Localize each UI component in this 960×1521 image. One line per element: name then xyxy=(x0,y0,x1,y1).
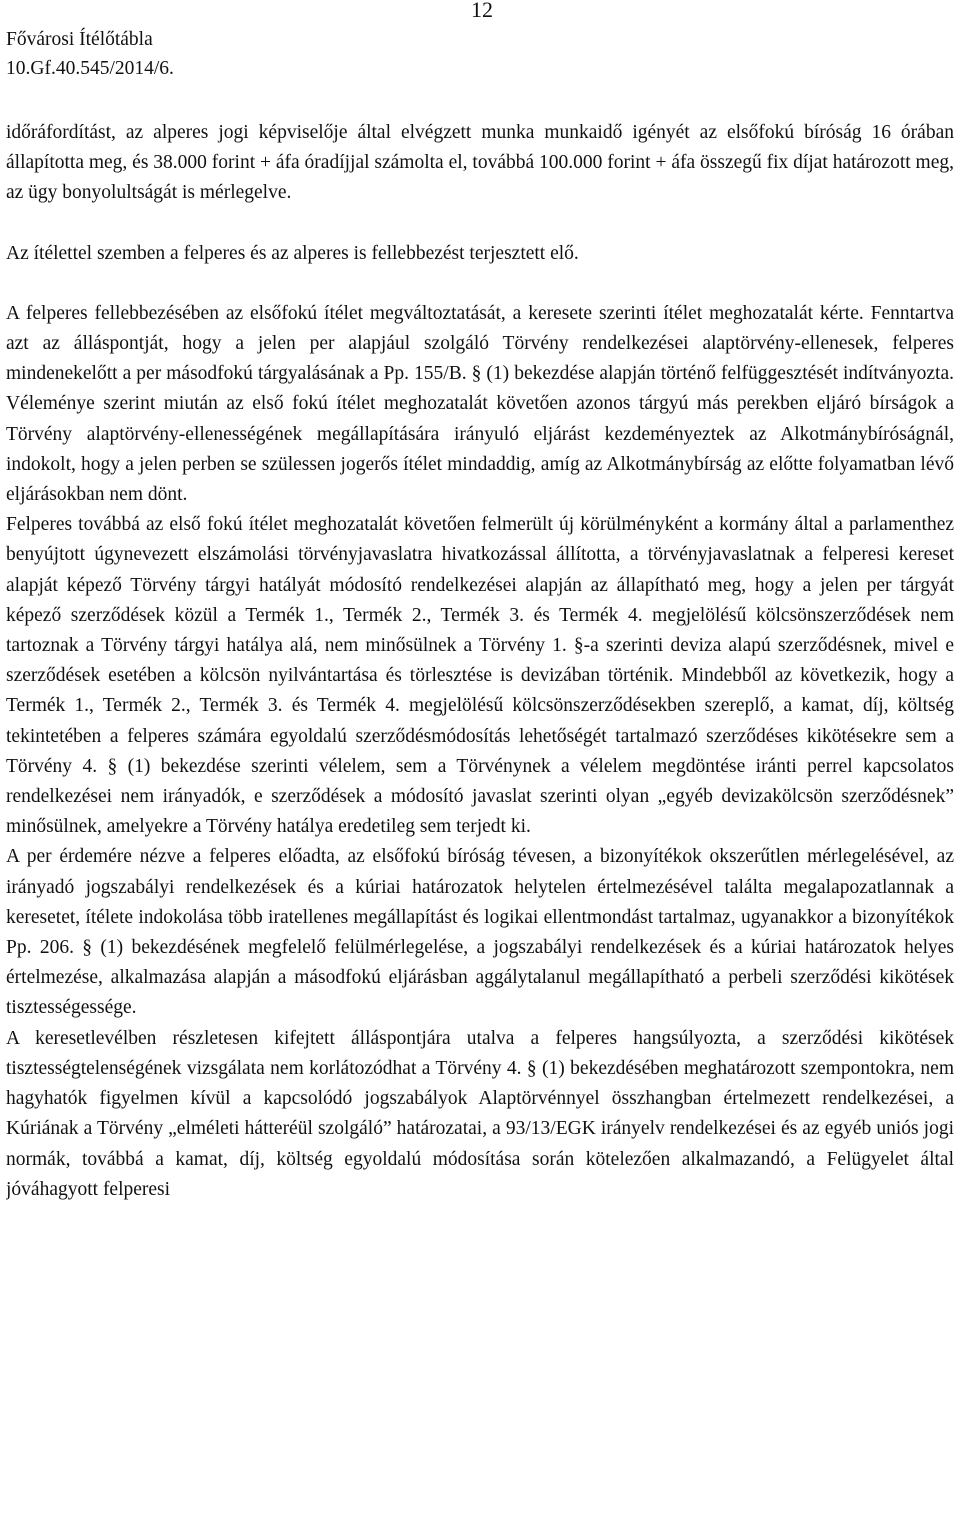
paragraph-4: Felperes továbbá az első fokú ítélet meghozatalát követően felmerült új körülményként a kormány által a parlamenthez benyújtott úgynevezett elszámolási törvényjavaslatra hivatkozással állította, a törvényjavaslatnak a felperesi kereset alapját képező Törvény tárgyi hatályát módosító rendelkezései alapján az állapítható meg, hogy a jelen per tárgyát képező szerződések közül a Termék 1., Termék 2., Termék 3. és Termék 4. megjelölésű kölcsönszerződések nem tartoznak a Törvény tárgyi hatálya alá, nem minősülnek a Törvény 1. §-a szerinti deviza alapú szerződésnek, mivel e szerződések esetében a kölcsön nyilvántartása és törlesztése is devizában történik. Mindebből az következik, hogy a Termék 1., Termék 2., Termék 3. és Termék 4. megjelölésű kölcsönszerződésekben szereplő, a kamat, díj, költség tekintetében a felperes számára egyoldalú szerződésmódosítás lehetőségét tartalmazó szerződéses kikötésekre sem a Törvény 4. § (1) bekezdése szerinti vélelem, sem a Törvénynek a vélelem megdöntése iránti perrel kapcsolatos rendelkezései nem irányadók, e szerződések a módosító javaslat szerinti olyan „egyéb devizakölcsön szerződésnek” minősülnek, amelyekre a Törvény hatálya eredetileg sem terjedt ki. xyxy=(6,514,954,838)
paragraph-5: A per érdemére nézve a felperes előadta, az elsőfokú bíróság tévesen, a bizonyítékok okszerűtlen mérlegelésével, az irányadó jogszabályi rendelkezések és a kúriai határozatok helytelen értelmezésével találta megalapozatlannak a keresetet, ítélete indokolása több iratellenes megállapítást és logikai ellentmondást tartalmaz, ugyanakkor a bizonyítékok Pp. 206. § (1) bekezdésének megfelelő felülmérlegelése, a jogszabályi rendelkezések és a kúriai határozatok helyes értelmezése, alkalmazása alapján a másodfokú eljárásban aggálytalanul megállapítható a perbeli szerződési kikötések tisztességessége. xyxy=(6,846,954,1019)
case-number: 10.Gf.40.545/2014/6. xyxy=(6,58,174,79)
page-header xyxy=(6,0,954,90)
page-number: 12 xyxy=(471,0,493,22)
court-name: Fővárosi Ítélőtábla xyxy=(6,29,153,50)
paragraph-6: A keresetlevélben részletesen kifejtett álláspontjára utalva a felperes hangsúlyozta, a szerződési kikötések tisztességtelenségének vizsgálata nem korlátozódhat a Törvény 4. § (1) bekezdésében meghatározott szempontokra, nem hagyhatók figyelmen kívül a kapcsolódó jogszabályok Alaptörvénnyel összhangban értelmezett rendelkezései, a Kúriának a Törvény „elméleti hátteréül szolgáló” határozatai, a 93/13/EGK irányelv rendelkezései és az egyéb uniós jogi normák, továbbá a kamat, díj, költség egyoldalú módosítása során kötelezően alkalmazandó, a Felügyelet által jóváhagyott felperesi xyxy=(6,1027,954,1200)
paragraph-3: A felperes fellebbezésében az elsőfokú ítélet megváltoztatását, a keresete szerinti ítélet meghozatalát kérte. Fenntartva azt az álláspontját, hogy a jelen per alapjául szolgáló Törvény rendelkezései alaptörvény-ellenesek, felperes mindenekelőtt a per másodfokú tárgyalásának a Pp. 155/B. § (1) bekezdése alapján történő felfüggesztését indítványozta. Véleménye szerint miután az első fokú ítélet meghozatalát követően azonos tárgyú más perekben eljáró bírságok a Törvény alaptörvény-ellenességének megállapítására irányuló eljárást kezdeményeztek az Alkotmánybíróságnál, indokolt, hogy a jelen perben se szülessen jogerős ítélet mindaddig, amíg az Alkotmánybírság az előtte folyamatban lévő eljárásokban nem dönt. xyxy=(6,302,954,506)
paragraph-1: időráfordítást, az alperes jogi képviselője által elvégzett munka munkaidő igényét az elsőfokú bíróság 16 órában állapította meg, és 38.000 forint + áfa óradíjjal számolta el, továbbá 100.000 forint + áfa összegű fix díjat határozott meg, az ügy bonyolultságát is mérlegelve. xyxy=(6,122,954,204)
document-page xyxy=(6,0,954,1521)
paragraph-2: Az ítélettel szemben a felperes és az alperes is fellebbezést terjesztett elő. xyxy=(6,242,579,264)
document-body xyxy=(6,118,954,1205)
